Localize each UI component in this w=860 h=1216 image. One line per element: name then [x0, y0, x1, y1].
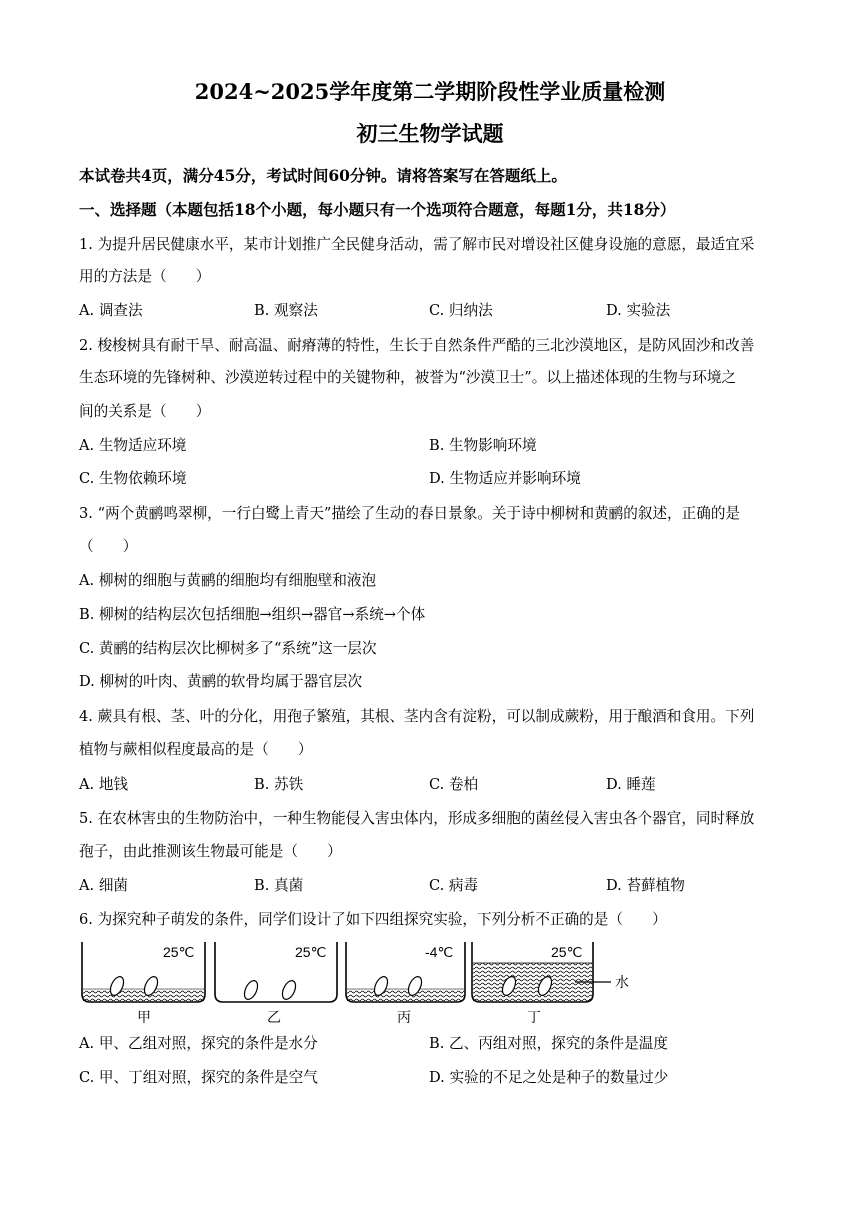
q6-option-d: D. 实验的不足之处是种子的数量过少 — [429, 1069, 669, 1086]
water-label: 水 — [615, 975, 629, 991]
q6-option-a: A. 甲、乙组对照，探究的条件是水分 — [79, 1035, 318, 1052]
q3-option-b: B. 柳树的结构层次包括细胞→组织→器官→系统→个体 — [79, 606, 426, 623]
q4-option-d: D. 睡莲 — [606, 776, 656, 793]
exam-title: 2024~2025学年度第二学期阶段性学业质量检测 — [194, 79, 666, 104]
q4-option-b: B. 苏铁 — [254, 776, 304, 793]
beaker-jia-label: 甲 — [137, 1010, 151, 1026]
q5-option-c: C. 病毒 — [429, 877, 479, 894]
beaker-yi — [215, 942, 337, 1026]
q3-line-1: 3. “两个黄鹂鸣翠柳，一行白鹭上青天”描绘了生动的春日景象。关于诗中柳树和黄鹂的叙述，正确的是 — [79, 505, 741, 522]
q1-option-c: C. 归纳法 — [429, 302, 493, 319]
q2-line-1: 2. 梭梭树具有耐干旱、耐高温、耐瘠薄的特性，生长于自然条件严酷的三北沙漠地区，是防风固沙和改善 — [79, 337, 755, 354]
q4-line-2: 植物与蕨相似程度最高的是（ ） — [79, 741, 313, 758]
exam-instructions: 本试卷共4页，满分45分，考试时间60分钟。请将答案写在答题纸上。 — [79, 166, 567, 185]
q2-option-b: B. 生物影响环境 — [429, 437, 537, 454]
q6-option-c: C. 甲、丁组对照，探究的条件是空气 — [79, 1069, 318, 1086]
q3-option-c: C. 黄鹂的结构层次比柳树多了“系统”这一层次 — [79, 640, 377, 657]
q6-option-b: B. 乙、丙组对照，探究的条件是温度 — [429, 1035, 668, 1052]
seed-germination-figure — [79, 938, 679, 1026]
beaker-yi-temp: 25℃ — [295, 944, 327, 960]
beaker-ding-label: 丁 — [527, 1010, 541, 1026]
q2-option-c: C. 生物依赖环境 — [79, 470, 187, 487]
beaker-yi-label: 乙 — [267, 1010, 281, 1026]
q4-option-a: A. 地钱 — [79, 776, 129, 793]
q2-option-d: D. 生物适应并影响环境 — [429, 470, 581, 487]
q2-option-a: A. 生物适应环境 — [79, 437, 187, 454]
beaker-bing-label: 丙 — [397, 1010, 411, 1026]
q5-option-d: D. 苔藓植物 — [606, 877, 685, 894]
q1-option-a: A. 调查法 — [79, 302, 143, 319]
q1-option-d: D. 实验法 — [606, 302, 671, 319]
section-heading: 一、选择题（本题包括18个小题，每小题只有一个选项符合题意，每题1分，共18分） — [79, 200, 676, 219]
beaker-jia-temp: 25℃ — [163, 944, 195, 960]
q4-line-1: 4. 蕨具有根、茎、叶的分化，用孢子繁殖，其根、茎内含有淀粉，可以制成蕨粉，用于酿酒和食用。下列 — [79, 708, 755, 725]
q2-line-2: 生态环境的先锋树种、沙漠逆转过程中的关键物种，被誉为“沙漠卫士”。以上描述体现的生物与环境之 — [79, 369, 737, 386]
q3-option-a: A. 柳树的细胞与黄鹂的细胞均有细胞壁和液泡 — [79, 572, 377, 589]
q5-line-1: 5. 在农林害虫的生物防治中，一种生物能侵入害虫体内，形成多细胞的菌丝侵入害虫各个器官，同时释放 — [79, 810, 755, 827]
q1-line-1: 1. 为提升居民健康水平，某市计划推广全民健身活动，需了解市民对增设社区健身设施的意愿，最适宜采 — [79, 236, 755, 253]
exam-subtitle: 初三生物学试题 — [356, 121, 504, 146]
beaker-ding — [472, 942, 629, 1026]
q2-line-3: 间的关系是（ ） — [79, 403, 211, 420]
beaker-bing-temp: -4℃ — [425, 944, 454, 960]
q4-option-c: C. 卷柏 — [429, 776, 479, 793]
q5-option-a: A. 细菌 — [79, 877, 129, 894]
q5-option-b: B. 真菌 — [254, 877, 304, 894]
q3-option-d: D. 柳树的叶肉、黄鹂的软骨均属于器官层次 — [79, 673, 363, 690]
beaker-bing — [346, 942, 465, 1026]
beaker-ding-temp: 25℃ — [551, 944, 583, 960]
beaker-jia — [82, 942, 205, 1026]
q3-line-2: （ ） — [79, 538, 138, 555]
q5-line-2: 孢子，由此推测该生物最可能是（ ） — [79, 843, 342, 860]
q6-line-1: 6. 为探究种子萌发的条件，同学们设计了如下四组探究实验，下列分析不正确的是（ ） — [79, 911, 667, 928]
q1-option-b: B. 观察法 — [254, 302, 318, 319]
q1-line-2: 用的方法是（ ） — [79, 268, 211, 285]
